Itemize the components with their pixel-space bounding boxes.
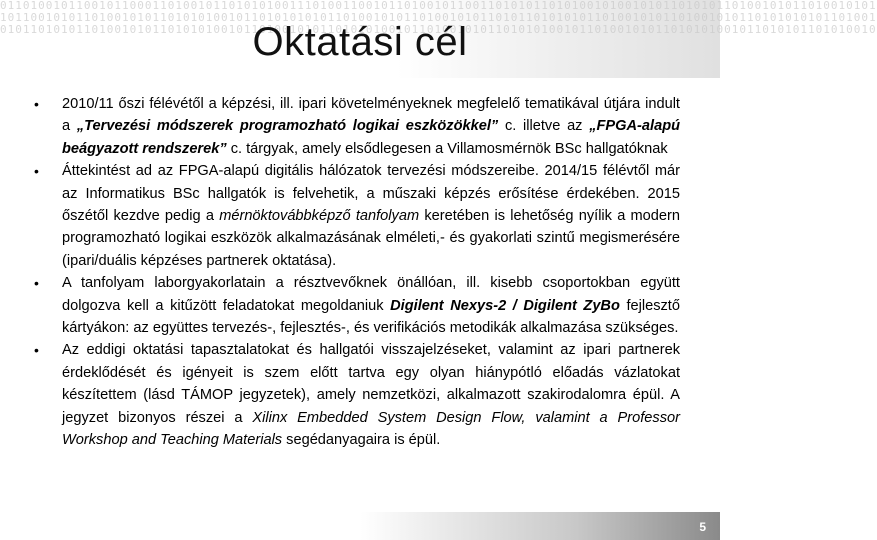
material-name-emphasis: Xilinx Embedded System Design Flow, valamint a Professor Workshop and Teaching Materials: [62, 409, 680, 449]
bullet-list: [34, 93, 680, 452]
slide-title: Oktatási cél: [252, 20, 468, 64]
footer-band: [0, 512, 720, 540]
course-name-emphasis: „FPGA-alapú beágyazott rendszerek”: [62, 118, 681, 157]
bullet-text: keretében is lehetőség nyílik a modern programozható logikai eszközök alkalmazásának elméleti,- és gyakorlati szintű megismerésére (ipari/duális képzéses partnerek oktatása).: [62, 208, 681, 269]
bullet-item-2: [34, 160, 680, 272]
course-name-emphasis: „Tervezési módszerek programozható logikai eszközökkel”: [76, 118, 499, 135]
bullet-text: c. tárgyak, amely elsődlegesen a Villamosmérnök BSc hallgatóknak: [226, 140, 668, 157]
bullet-item-4: [34, 339, 680, 451]
bullet-text: segédanyagaira is épül.: [282, 432, 441, 449]
bullet-text: A tanfolyam laborgyakorlatain a résztvevőknek önállóan, ill. kisebb csoportokban együtt dolgozva kell a kitűzött feladatokat megoldaniuk: [62, 275, 680, 314]
bullet-text: Áttekintést ad az FPGA-alapú digitális hálózatok tervezési módszereibe. 2014/15 félévtől már az Informatikus BSc hallgatók is felvehetik, a műszaki képzés erősítése érdekében. 2015 őszétől kezdve pedig a: [62, 163, 680, 225]
bullet-text: Az eddigi oktatási tapasztalatokat és hallgatói visszajelzéseket, valamint az ipari partnerek érdeklődését és igényeit is szem előtt tartva egy olyan hiánypótló előadás vázlatokat készítettem (lásd TÁMOP jegyzetek), amely nemzetközi, alkalmazott szakirodalomra épül. A jegyzet bizonyos részei a: [62, 342, 680, 426]
bullet-dot: •: [34, 96, 39, 112]
bullet-dot: •: [34, 275, 39, 292]
bullet-dot: •: [34, 163, 39, 180]
bullet-text: 2010/11 őszi félévétől a képzési, ill. ipari követelményeknek megfelelő tematikával útjára indult a: [62, 96, 680, 135]
bullet-text: fejlesztő kártyákon: az együttes tervezés-, fejlesztés-, és verifikációs metodikák alkalmazása szükséges.: [62, 297, 680, 337]
bullet-item-3: [34, 272, 680, 339]
bullet-text: c. illetve az: [498, 118, 590, 135]
binary-background-pattern: 0110100101100101100011010010110101010011101001100101101001011001101010110101001010010101101010110100101011010010101 1011001010110100101011010101001011010101010110100101011010010101101011010101011010010101101001010110101010101101001 0101101010110100101011010101001011010010101101010100101101001010110101010010110100101011010101001011010101101010010: [0, 0, 877, 36]
bullet-dot: •: [34, 342, 39, 359]
bullet-item-1: [34, 93, 680, 160]
page-number: 5: [699, 520, 706, 534]
course-type-emphasis: mérnöktovábbképző tanfolyam: [219, 208, 420, 225]
board-name-emphasis: Digilent Nexys-2 / Digilent ZyBo: [390, 297, 620, 314]
